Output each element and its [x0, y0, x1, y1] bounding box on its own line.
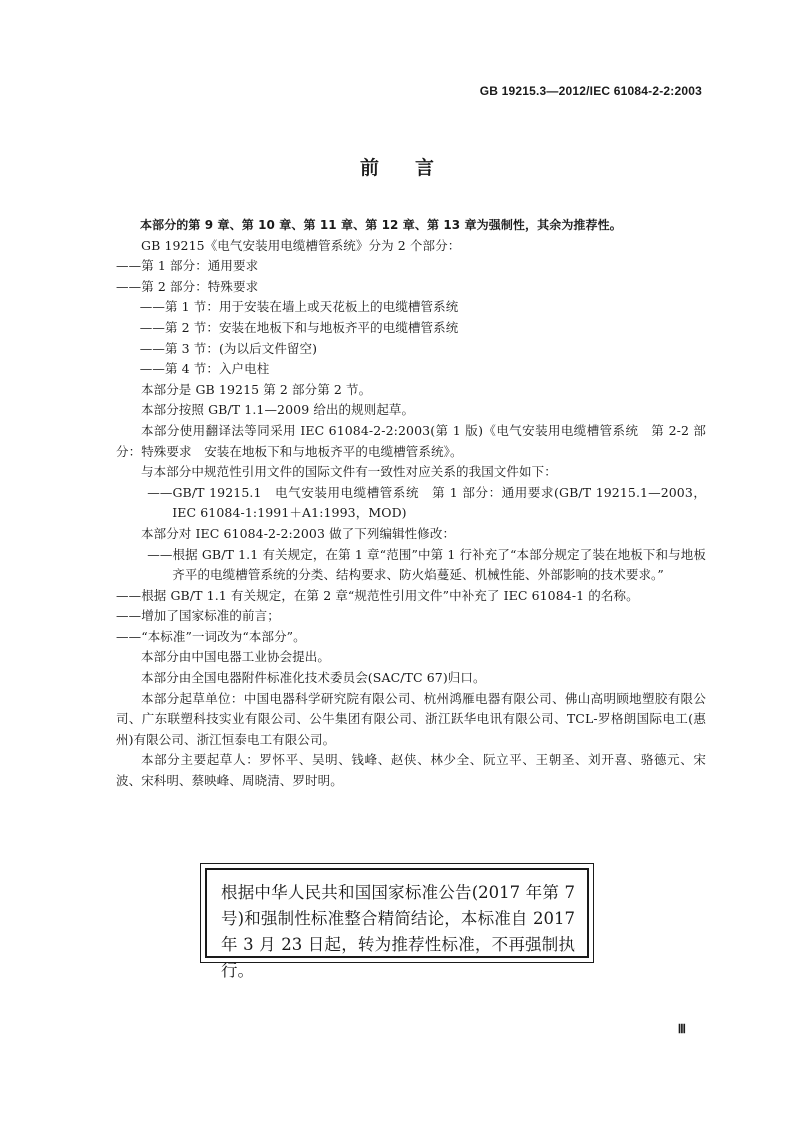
list-subitem: ——第 4 节：入户电柱	[139, 361, 270, 377]
list-item: ——第 2 部分：特殊要求	[116, 278, 259, 294]
paragraph: 本部分对 IEC 61084-2-2:2003 做了下列编辑性修改：	[141, 525, 456, 541]
paragraph: 本部分按照 GB/T 1.1—2009 给出的规则起草。	[141, 402, 415, 418]
list-subitem: ——第 1 节：用于安装在墙上或天花板上的电缆槽管系统	[139, 299, 459, 315]
paragraph: 本部分使用翻译法等同采用 IEC 61084-2-2:2003(第 1 版)《电气安装用电缆槽管系统 第 2-2 部分：特殊要求 安装在地板下和与地板齐平的电缆槽管系统》。	[116, 422, 706, 459]
list-item: ——根据 GB/T 1.1 有关规定，在第 2 章“规范性引用文件”中补充了 IEC 61084-1 的名称。	[116, 587, 639, 603]
paragraph: 本部分主要起草人：罗怀平、吴明、钱峰、赵侠、林少全、阮立平、王朝圣、刘开喜、骆德元、宋波、宋科明、蔡映峰、周晓清、罗时明。	[116, 752, 706, 789]
page-number: Ⅲ	[677, 1022, 686, 1036]
list-item: ——第 1 部分：通用要求	[116, 258, 259, 274]
list-item: ——增加了国家标准的前言；	[116, 608, 280, 624]
paragraph: 本部分由全国电器附件标准化技术委员会(SAC/TC 67)归口。	[141, 670, 486, 686]
list-item: ——“本标准”一词改为“本部分”。	[116, 628, 306, 644]
list-item: ——根据 GB/T 1.1 有关规定，在第 1 章“范围”中第 1 行补充了“本部分规定了装在地板下和与地板齐平的电缆槽管系统的分类、结构要求、防火焰蔓延、机械性能、外部影响的技术要求。”	[147, 546, 706, 583]
mandatory-statement: 本部分的第 9 章、第 10 章、第 11 章、第 12 章、第 13 章为强制性，其余为推荐性。	[140, 218, 622, 232]
list-subitem: ——第 3 节：(为以后文件留空)	[139, 340, 318, 356]
page-title: 前言	[359, 157, 470, 179]
paragraph: 本部分由中国电器工业协会提出。	[141, 649, 331, 665]
paragraph: GB 19215《电气安装用电缆槽管系统》分为 2 个部分：	[141, 237, 461, 253]
notice-box: 根据中华人民共和国国家标准公告(2017 年第 7 号)和强制性标准整合精简结论，本标准自 2017 年 3 月 23 日起，转为推荐性标准，不再强制执行。	[205, 868, 589, 958]
list-subitem: ——第 2 节：安装在地板下和与地板齐平的电缆槽管系统	[139, 319, 459, 335]
paragraph: 本部分起草单位：中国电器科学研究院有限公司、杭州鸿雁电器有限公司、佛山高明顾地塑胶有限公司、广东联塑科技实业有限公司、公牛集团有限公司、浙江跃华电讯有限公司、TCL-罗格朗国际电工(惠州)有限公司、浙江恒泰电工有限公司。	[116, 690, 706, 747]
paragraph: 本部分是 GB 19215 第 2 部分第 2 节。	[141, 381, 372, 397]
paragraph: 与本部分中规范性引用文件的国际文件有一致性对应关系的我国文件如下：	[141, 464, 557, 480]
document-body	[116, 215, 706, 792]
standard-number: GB 19215.3—2012/IEC 61084-2-2:2003	[479, 84, 702, 98]
list-item: ——GB/T 19215.1 电气安装用电缆槽管系统 第 1 部分：通用要求(GB/T 19215.1—2003，IEC 61084-1:1991＋A1:1993，MOD)	[147, 484, 706, 521]
